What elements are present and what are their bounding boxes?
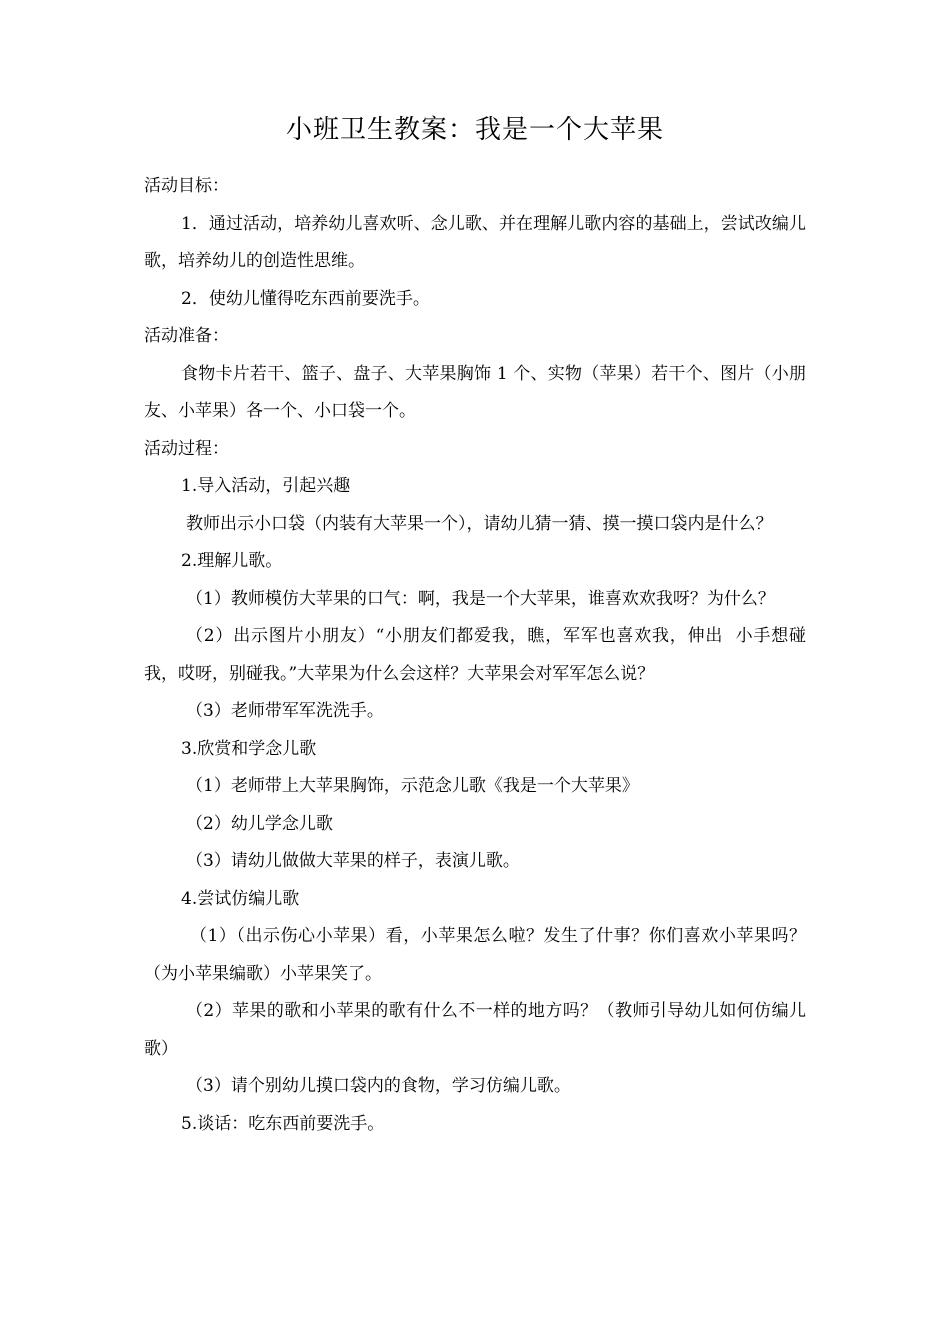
document-title: 小班卫生教案：我是一个大苹果	[285, 115, 664, 145]
process-step-4-item-3: （3）请个别幼儿摸口袋内的食物，学习仿编儿歌。	[186, 1076, 571, 1096]
goal-item-2: 2．使幼儿懂得吃东西前要洗手。	[181, 288, 430, 309]
goal-item-1: 1．通过活动，培养幼儿喜欢听、念儿歌、并在理解儿歌内容的基础上，尝试改编儿歌，培养幼儿的创造性思维。	[144, 213, 806, 271]
process-step-2: 2.理解儿歌。	[181, 551, 283, 571]
process-step-4-item-2: （2）苹果的歌和小苹果的歌有什么不一样的地方吗？（教师引导幼儿如何仿编儿歌）	[144, 1001, 806, 1059]
process-step-2-item-3: （3）老师带军军洗洗手。	[186, 701, 384, 721]
preparation-text: 食物卡片若干、篮子、盘子、大苹果胸饰 1 个、实物（苹果）若干个、图片（小朋友、小苹果）各一个、小口袋一个。	[144, 363, 806, 421]
process-step-4: 4.尝试仿编儿歌	[181, 888, 300, 909]
process-step-3-item-2: （2）幼儿学念儿歌	[186, 813, 333, 834]
process-step-3: 3.欣赏和学念儿歌	[181, 738, 317, 759]
process-step-2-item-1: （1）教师模仿大苹果的口气：啊，我是一个大苹果，谁喜欢欢我呀？为什么？	[186, 588, 775, 609]
process-step-1-text: 教师出示小口袋（内装有大苹果一个），请幼儿猜一猜、摸一摸口袋内是什么？	[186, 513, 773, 534]
process-step-2-item-2: （2）出示图片小朋友）“小朋友们都爱我，瞧，军军也喜欢我，伸出 小手想碰我，哎呀，别碰我。”大苹果为什么会这样？大苹果会对军军怎么说？	[144, 626, 806, 684]
process-step-5: 5.谈话：吃东西前要洗手。	[181, 1113, 385, 1134]
process-step-3-item-1: （1）老师带上大苹果胸饰，示范念儿歌《我是一个大苹果》	[186, 776, 639, 796]
section-heading-preparation: 活动准备：	[144, 326, 229, 346]
process-step-3-item-3: （3）请幼儿做做大苹果的样子，表演儿歌。	[186, 851, 520, 871]
section-heading-goals: 活动目标：	[144, 176, 229, 196]
process-step-4-item-1: （1）（出示伤心小苹果）看，小苹果怎么啦？发生了什事？你们喜欢小苹果吗？（为小苹果编歌）小苹果笑了。	[144, 926, 806, 984]
process-step-1: 1.导入活动，引起兴趣	[181, 476, 351, 496]
section-heading-process: 活动过程：	[144, 438, 229, 459]
document-page	[144, 110, 806, 1143]
